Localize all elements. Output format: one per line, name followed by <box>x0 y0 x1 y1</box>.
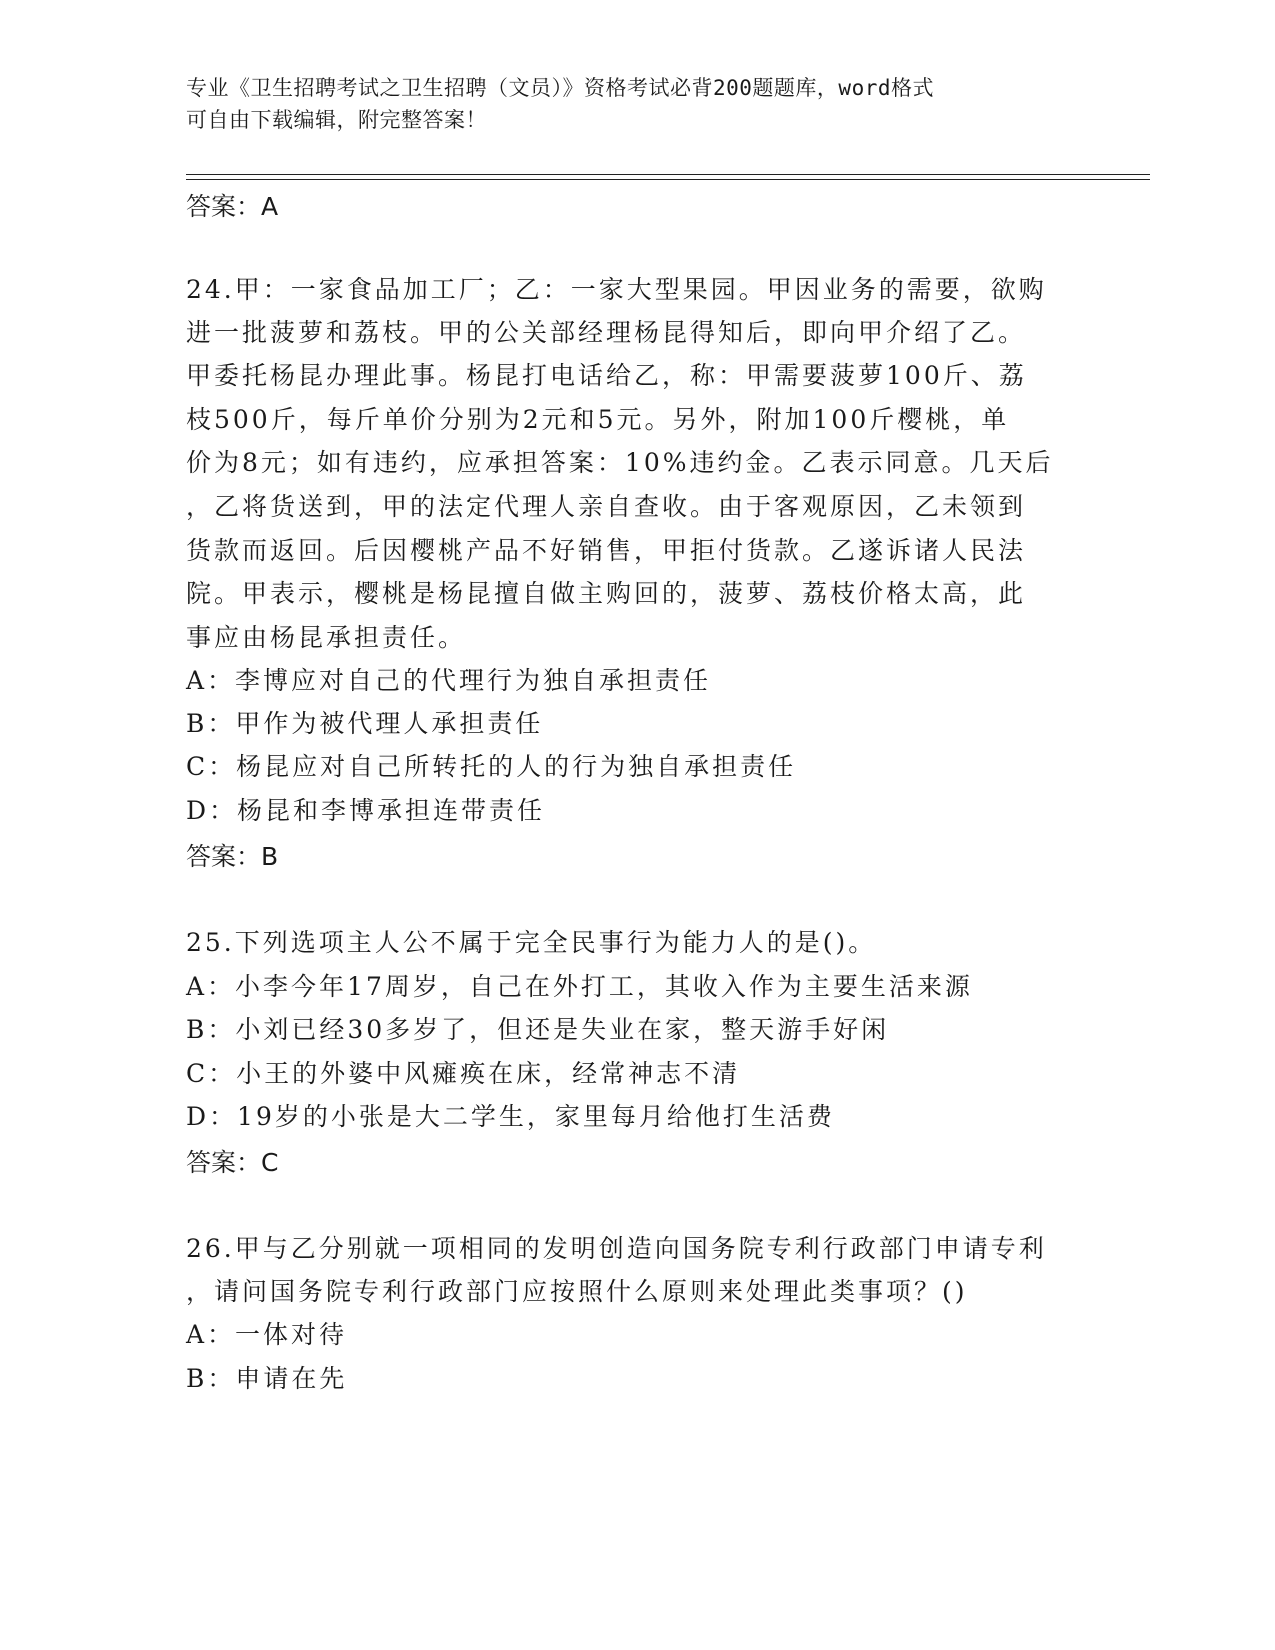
option-d: D：19岁的小张是大二学生，家里每月给他打生活费 <box>186 1102 835 1131</box>
option-c: C：杨昆应对自己所转托的人的行为独自承担责任 <box>186 752 797 781</box>
option-b: B：小刘已经30多岁了，但还是失业在家，整天游手好闲 <box>186 1015 890 1044</box>
answer-previous: 答案：A <box>186 192 279 221</box>
header-rule-top <box>186 174 1150 175</box>
option-d: D：杨昆和李博承担连带责任 <box>186 796 546 825</box>
question-24-line: 价为8元；如有违约，应承担答案：10%违约金。乙表示同意。几天后 <box>186 448 1054 477</box>
question-25-line: 25.下列选项主人公不属于完全民事行为能力人的是()。 <box>186 928 877 957</box>
answer-25: 答案：C <box>186 1148 279 1177</box>
question-26-line: 26.甲与乙分别就一项相同的发明创造向国务院专利行政部门申请专利 <box>186 1234 1047 1263</box>
question-24-line: 进一批菠萝和荔枝。甲的公关部经理杨昆得知后，即向甲介绍了乙。 <box>186 318 1027 347</box>
header-rule-bottom <box>186 179 1150 180</box>
option-b: B：甲作为被代理人承担责任 <box>186 709 544 738</box>
answer-24: 答案：B <box>186 842 279 871</box>
option-a: A：李博应对自己的代理行为独自承担责任 <box>186 666 712 695</box>
question-26-line: ，请问国务院专利行政部门应按照什么原则来处理此类事项？() <box>186 1277 968 1306</box>
question-24-line: ，乙将货送到，甲的法定代理人亲自查收。由于客观原因，乙未领到 <box>186 492 1027 521</box>
question-24-line: 24.甲：一家食品加工厂；乙：一家大型果园。甲因业务的需要，欲购 <box>186 275 1047 304</box>
header-title-line-2: 可自由下载编辑，附完整答案！ <box>186 108 487 132</box>
question-24-line: 事应由杨昆承担责任。 <box>186 623 467 652</box>
header-title-line-1: 专业《卫生招聘考试之卫生招聘（文员）》资格考试必背200题题库，word格式 <box>186 76 934 100</box>
option-a: A：一体对待 <box>186 1320 348 1349</box>
option-c: C：小王的外婆中风瘫痪在床，经常神志不清 <box>186 1059 741 1088</box>
question-24-line: 甲委托杨昆办理此事。杨昆打电话给乙，称：甲需要菠萝100斤、荔 <box>186 361 1027 390</box>
option-b: B：申请在先 <box>186 1364 348 1393</box>
option-a: A：小李今年17周岁，自己在外打工，其收入作为主要生活来源 <box>186 972 973 1001</box>
question-24-line: 院。甲表示，樱桃是杨昆擅自做主购回的，菠萝、荔枝价格太高，此 <box>186 579 1027 608</box>
question-24-line: 货款而返回。后因樱桃产品不好销售，甲拒付货款。乙遂诉诸人民法 <box>186 536 1027 565</box>
question-24-line: 枝500斤，每斤单价分别为2元和5元。另外，附加100斤樱桃，单 <box>186 405 1010 434</box>
